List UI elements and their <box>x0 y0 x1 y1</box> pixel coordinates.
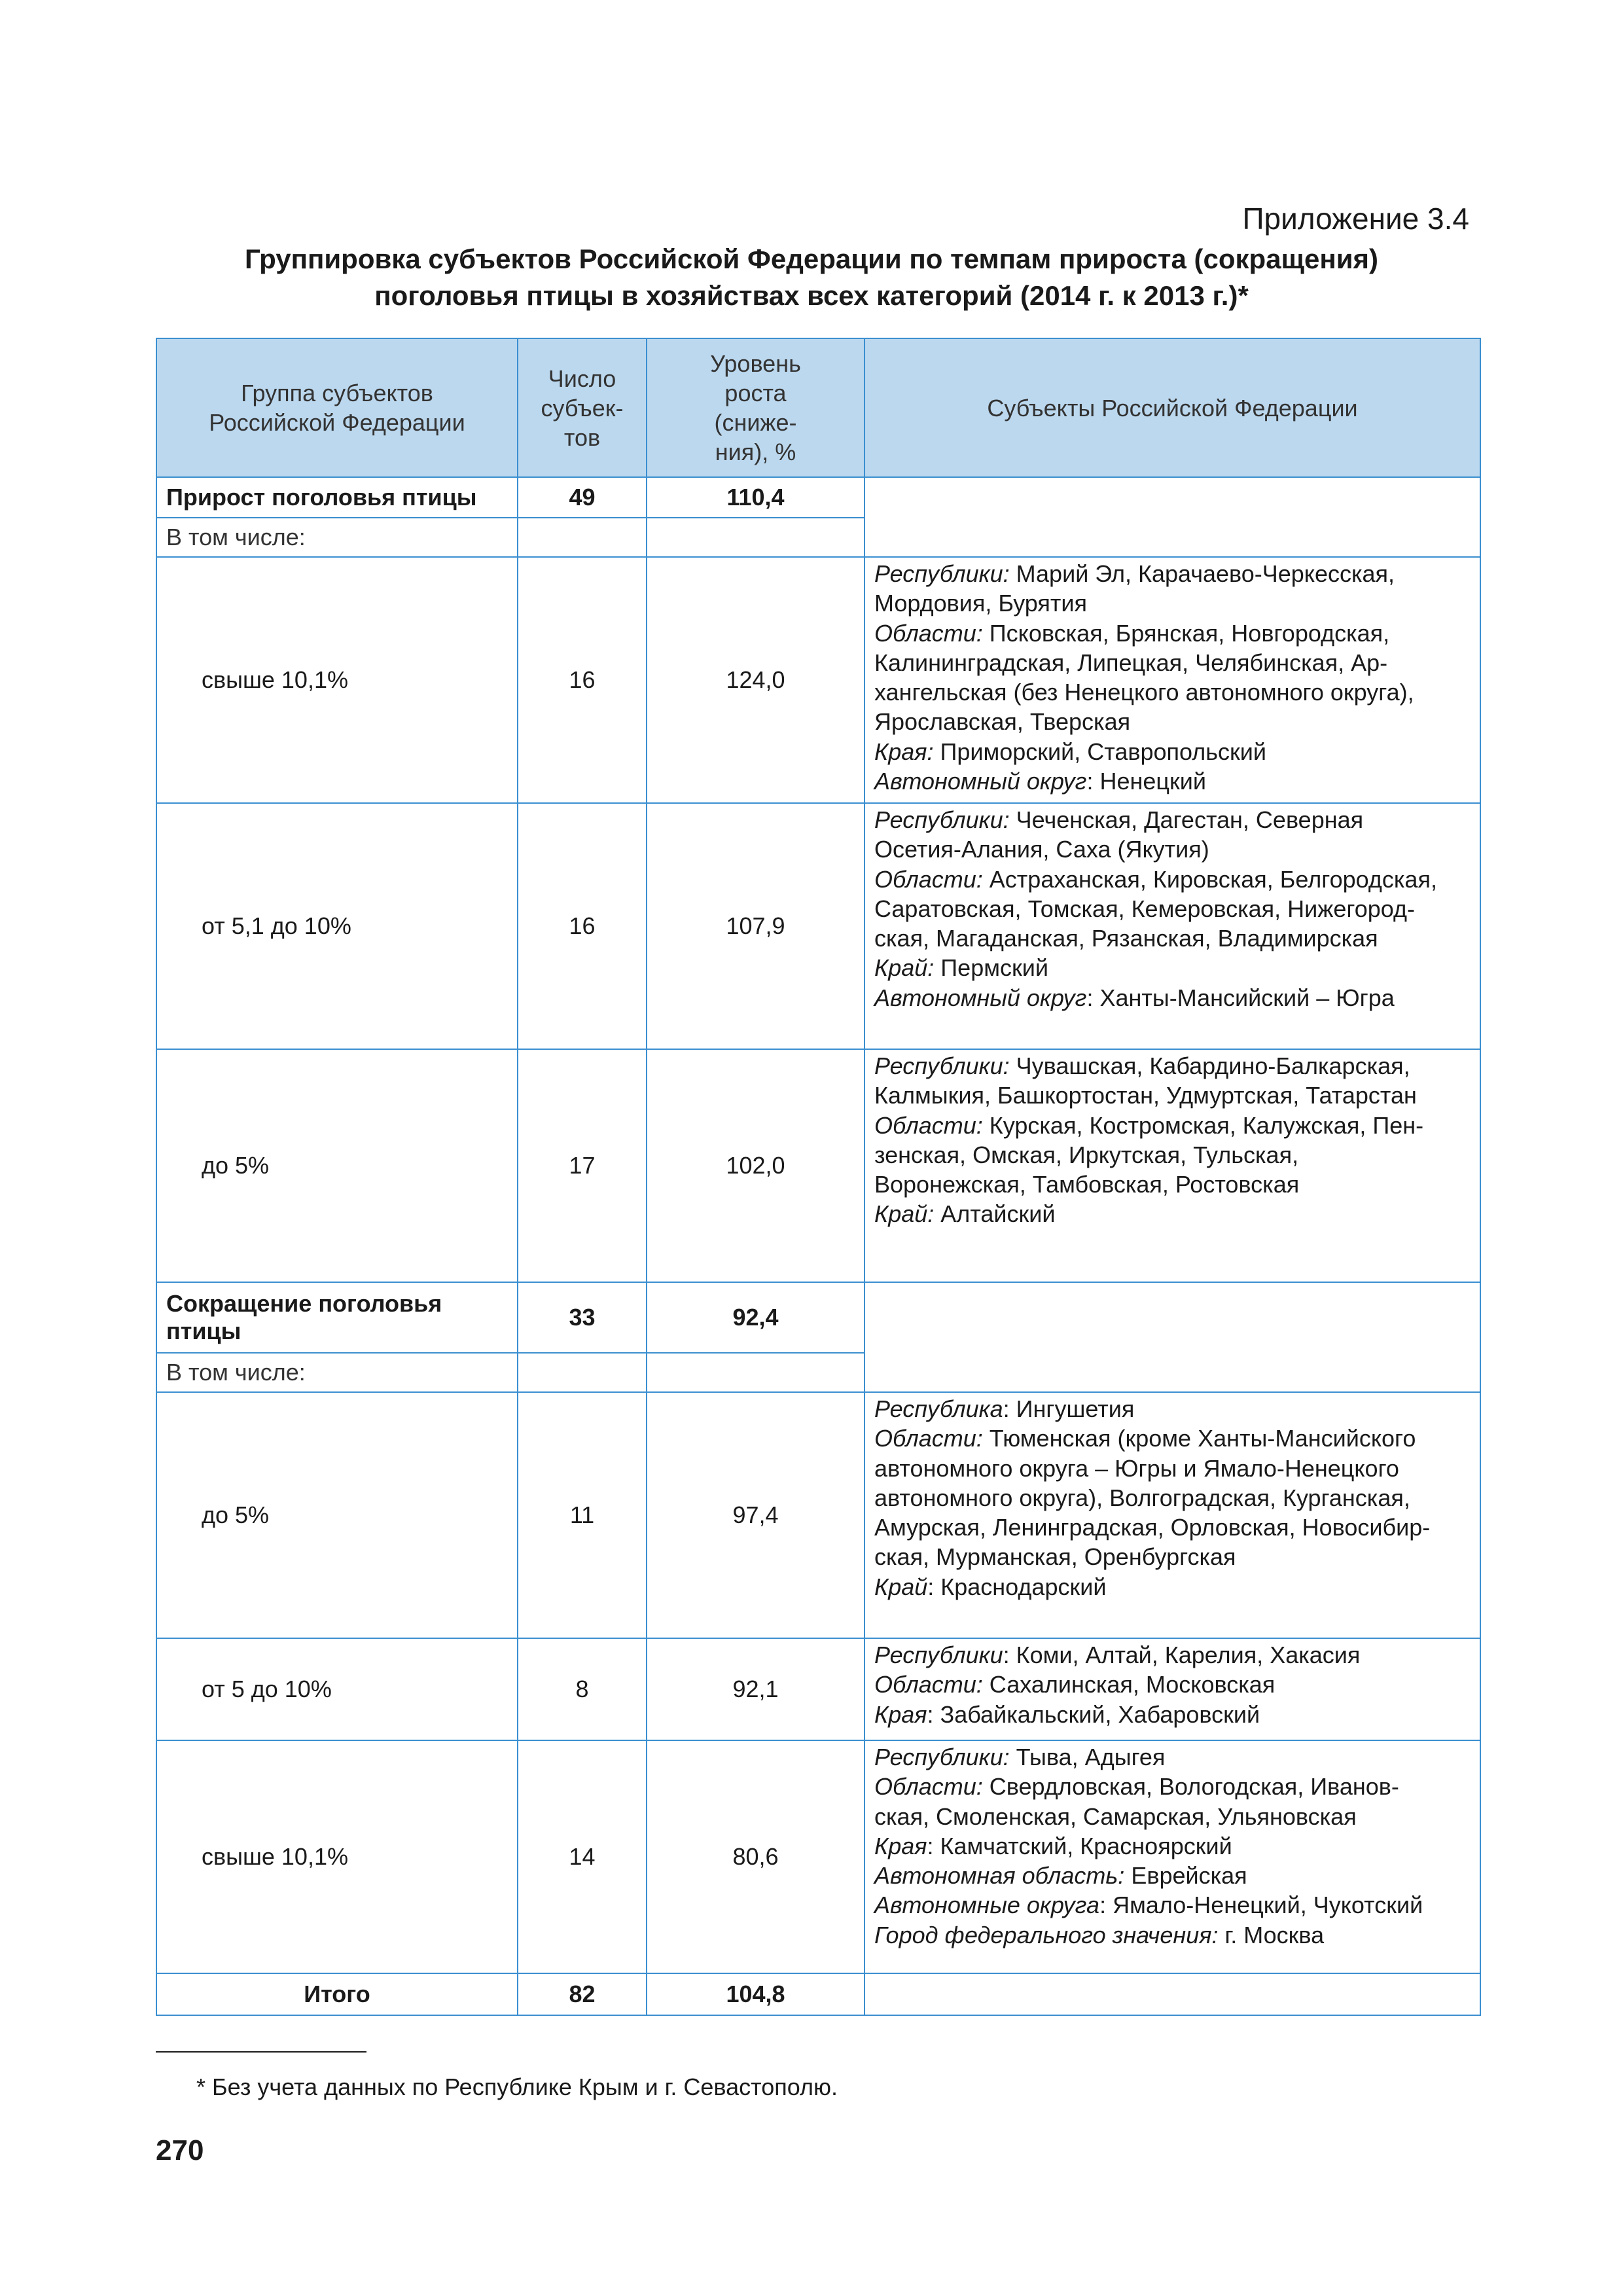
total-subjects <box>865 1973 1480 2015</box>
subject-names: зенская, Омская, Иркутская, Тульская, <box>874 1141 1299 1168</box>
growth-row-subjects <box>865 803 1480 1049</box>
growth-row-count: 17 <box>518 1049 647 1282</box>
subject-line <box>874 924 1471 953</box>
subject-names: Пермский <box>934 954 1048 982</box>
subject-line <box>874 865 1471 894</box>
subject-names: Осетия-Алания, Саха (Якутия) <box>874 836 1209 863</box>
subject-line <box>874 588 1471 618</box>
subject-names: Амурская, Ленинградская, Орловская, Новосибир- <box>874 1514 1431 1541</box>
decline-row-label: до 5% <box>156 1392 518 1638</box>
page-title <box>154 241 1469 314</box>
subject-names: Приморский, Ставропольский <box>933 738 1266 765</box>
decline-total-subjects <box>865 1282 1480 1392</box>
decline-including-label: В том числе: <box>156 1353 518 1392</box>
subject-line <box>874 737 1471 766</box>
header-level: Уровень роста (сниже- ния), % <box>647 338 865 477</box>
subject-names: : Коми, Алтай, Карелия, Хакасия <box>1003 1641 1361 1668</box>
growth-row-level: 102,0 <box>647 1049 865 1282</box>
page-number: 270 <box>156 2134 204 2166</box>
growth-row-label: до 5% <box>156 1049 518 1282</box>
subject-line <box>874 1454 1471 1483</box>
subject-line <box>874 805 1471 834</box>
subject-category: Край: <box>874 954 935 982</box>
growth-row-level: 107,9 <box>647 803 865 1049</box>
growth-including-level <box>647 518 865 557</box>
growth-total-row <box>156 477 1480 518</box>
subject-line <box>874 1742 1471 1772</box>
subject-line <box>874 1890 1471 1920</box>
subject-names: хангельская (без Ненецкого автономного округа), <box>874 679 1414 706</box>
subject-names: Воронежская, Тамбовская, Ростовская <box>874 1171 1300 1198</box>
subject-names: Чувашская, Кабардино-Балкарская, <box>1009 1052 1410 1079</box>
subject-line <box>874 1802 1471 1831</box>
subject-line <box>874 619 1471 648</box>
subject-names: Тюменская (кроме Ханты-Мансийского <box>982 1425 1416 1452</box>
total-level: 104,8 <box>647 1973 865 2015</box>
total-label: Итого <box>156 1973 518 2015</box>
subject-line <box>874 1081 1471 1110</box>
footnote: * Без учета данных по Республике Крым и г. Севастополю. <box>196 2073 838 2100</box>
subject-names: ская, Смоленская, Самарская, Ульяновская <box>874 1803 1357 1830</box>
subject-names: Саратовская, Томская, Кемеровская, Нижегород- <box>874 895 1415 922</box>
subject-line <box>874 1861 1471 1890</box>
header-row <box>156 338 1480 477</box>
subject-names: ская, Магаданская, Рязанская, Владимирская <box>874 925 1378 952</box>
decline-row-level: 97,4 <box>647 1392 865 1638</box>
growth-total-level: 110,4 <box>647 477 865 518</box>
subject-names: Мордовия, Бурятия <box>874 590 1088 617</box>
subject-names: Псковская, Брянская, Новгородская, <box>982 619 1390 647</box>
decline-row-subjects <box>865 1638 1480 1740</box>
subject-line <box>874 707 1471 736</box>
growth-row-count: 16 <box>518 803 647 1049</box>
subject-category: Республики <box>874 1641 1003 1668</box>
decline-total-row <box>156 1282 1480 1353</box>
subject-names: автономного округа), Волгоградская, Курганская, <box>874 1484 1410 1511</box>
growth-row-count: 16 <box>518 557 647 803</box>
subject-category: Республика <box>874 1395 1003 1422</box>
growth-total-label: Прирост поголовья птицы <box>156 477 518 518</box>
title-line-2: поголовья птицы в хозяйствах всех категорий (2014 г. к 2013 г.)* <box>374 280 1249 311</box>
subject-names: ская, Мурманская, Оренбургская <box>874 1543 1236 1571</box>
subject-names: Свердловская, Вологодская, Иванов- <box>982 1773 1399 1801</box>
subject-category: Республики: <box>874 806 1010 833</box>
subject-category: Республики: <box>874 560 1010 587</box>
subject-names: Еврейская <box>1124 1862 1247 1890</box>
growth-row-subjects <box>865 1049 1480 1282</box>
subject-names: Курская, Костромская, Калужская, Пен- <box>982 1111 1424 1139</box>
subject-line <box>874 834 1471 864</box>
growth-row-label: свыше 10,1% <box>156 557 518 803</box>
decline-row-level: 92,1 <box>647 1638 865 1740</box>
subject-category: Области: <box>874 1671 983 1698</box>
subject-line <box>874 766 1471 796</box>
header-group: Группа субъектов Российской Федерации <box>156 338 518 477</box>
decline-row-subjects <box>865 1392 1480 1638</box>
title-line-1: Группировка субъектов Российской Федерации по темпам прироста (сокращения) <box>244 243 1379 274</box>
subject-category: Край: <box>874 1200 935 1228</box>
subject-line <box>874 1772 1471 1801</box>
subject-line <box>874 1831 1471 1861</box>
subject-line <box>874 1394 1471 1424</box>
decline-row-subjects <box>865 1740 1480 1973</box>
decline-row-level: 80,6 <box>647 1740 865 1973</box>
subject-line <box>874 559 1471 588</box>
growth-row-subjects <box>865 557 1480 803</box>
decline-row-count: 14 <box>518 1740 647 1973</box>
appendix-label: Приложение 3.4 <box>1242 202 1469 236</box>
subject-names: : Ненецкий <box>1086 768 1206 795</box>
subject-line <box>874 1640 1471 1670</box>
decline-row-label: свыше 10,1% <box>156 1740 518 1973</box>
subject-line <box>874 1424 1471 1453</box>
decline-row-count: 11 <box>518 1392 647 1638</box>
subject-line <box>874 894 1471 924</box>
decline-row <box>156 1740 1480 1973</box>
subject-names: Сахалинская, Московская <box>982 1671 1275 1698</box>
subject-names: : Ханты-Мансийский – Югра <box>1086 984 1395 1011</box>
subject-category: Края: <box>874 738 934 765</box>
subject-category: Республики: <box>874 1744 1010 1770</box>
subject-names: Чеченская, Дагестан, Северная <box>1009 806 1364 833</box>
subject-category: Автономные округа <box>874 1892 1100 1919</box>
subject-line <box>874 648 1471 677</box>
subject-line <box>874 1670 1471 1699</box>
subject-category: Автономный округ <box>874 984 1087 1011</box>
decline-including-level <box>647 1353 865 1392</box>
subject-names: Алтайский <box>934 1200 1056 1228</box>
decline-total-level: 92,4 <box>647 1282 865 1353</box>
growth-row <box>156 803 1480 1049</box>
decline-row <box>156 1638 1480 1740</box>
subject-category: Области: <box>874 865 983 893</box>
subject-names: г. Москва <box>1218 1921 1325 1948</box>
subject-line <box>874 1483 1471 1513</box>
subject-line <box>874 1111 1471 1140</box>
total-count: 82 <box>518 1973 647 2015</box>
subject-category: Край <box>874 1573 928 1600</box>
subject-names: Марий Эл, Карачаево-Черкесская, <box>1009 560 1395 587</box>
subject-line <box>874 677 1471 707</box>
growth-total-subjects <box>865 477 1480 557</box>
subject-names: : Ингушетия <box>1003 1395 1135 1422</box>
subject-category: Области: <box>874 1425 983 1452</box>
decline-total-label: Сокращение поголовья птицы <box>156 1282 518 1353</box>
growth-row <box>156 557 1480 803</box>
growth-row-level: 124,0 <box>647 557 865 803</box>
decline-row <box>156 1392 1480 1638</box>
subject-names: : Ямало-Ненецкий, Чукотский <box>1099 1892 1423 1919</box>
growth-including-label: В том числе: <box>156 518 518 557</box>
subject-names: Калининградская, Липецкая, Челябинская, Ар- <box>874 649 1388 676</box>
total-row <box>156 1973 1480 2015</box>
subject-category: Автономный округ <box>874 768 1087 795</box>
header-count: Число субъек- тов <box>518 338 647 477</box>
growth-total-count: 49 <box>518 477 647 518</box>
subject-line <box>874 1051 1471 1081</box>
decline-total-count: 33 <box>518 1282 647 1353</box>
subject-line <box>874 1700 1471 1729</box>
subject-category: Город федерального значения: <box>874 1921 1219 1948</box>
subject-line <box>874 1199 1471 1229</box>
decline-including-count <box>518 1353 647 1392</box>
header-subjects: Субъекты Российской Федерации <box>865 338 1480 477</box>
subject-category: Автономная область: <box>874 1862 1125 1890</box>
growth-row-label: от 5,1 до 10% <box>156 803 518 1049</box>
growth-including-count <box>518 518 647 557</box>
subject-names: Тыва, Адыгея <box>1009 1744 1166 1770</box>
growth-row <box>156 1049 1480 1282</box>
subject-line <box>874 1140 1471 1170</box>
subject-names: Астраханская, Кировская, Белгородская, <box>982 865 1437 893</box>
subject-line <box>874 1170 1471 1199</box>
subject-line <box>874 1513 1471 1542</box>
subject-names: : Камчатский, Красноярский <box>927 1832 1232 1859</box>
subject-category: Области: <box>874 619 983 647</box>
regions-table <box>156 338 1481 2016</box>
subject-category: Области: <box>874 1773 983 1801</box>
subject-line <box>874 983 1471 1013</box>
subject-names: Ярославская, Тверская <box>874 708 1131 736</box>
subject-names: : Краснодарский <box>927 1573 1107 1600</box>
footnote-divider <box>156 2051 366 2053</box>
subject-names: автономного округа – Югры и Ямало-Ненецкого <box>874 1454 1399 1482</box>
subject-line <box>874 1920 1471 1950</box>
subject-line <box>874 1572 1471 1602</box>
decline-row-count: 8 <box>518 1638 647 1740</box>
subject-line <box>874 953 1471 982</box>
subject-category: Края <box>874 1832 927 1859</box>
subject-category: Республики: <box>874 1052 1010 1079</box>
subject-names: : Забайкальский, Хабаровский <box>927 1700 1260 1728</box>
subject-names: Калмыкия, Башкортостан, Удмуртская, Татарстан <box>874 1082 1417 1109</box>
decline-row-label: от 5 до 10% <box>156 1638 518 1740</box>
subject-category: Края <box>874 1700 927 1728</box>
subject-category: Области: <box>874 1111 983 1139</box>
subject-line <box>874 1542 1471 1571</box>
